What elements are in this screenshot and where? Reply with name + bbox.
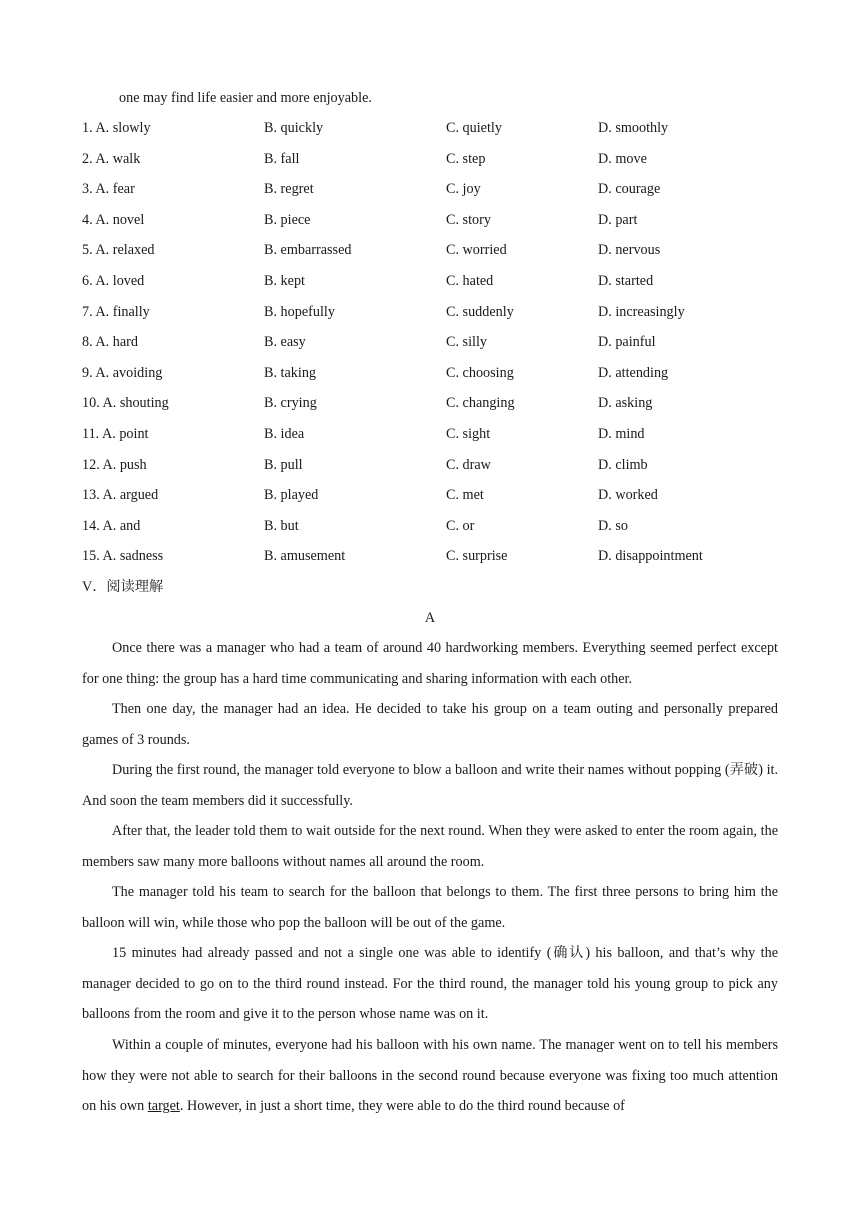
option-c: C. step	[446, 150, 486, 167]
option-d: D. smoothly	[598, 120, 669, 136]
option-d: D. mind	[598, 426, 645, 442]
option-a-text: A. walk	[95, 150, 141, 167]
intro-line: one may find life easier and more enjoyable.	[119, 90, 372, 106]
option-row	[82, 149, 778, 169]
option-d: D. disappointment	[598, 548, 703, 565]
option-c: C. choosing	[446, 364, 514, 381]
option-a-text: A. shouting	[102, 395, 169, 412]
option-a	[82, 363, 162, 383]
section-heading: V．阅读理解	[82, 579, 164, 595]
option-a	[82, 179, 135, 199]
option-a	[82, 424, 149, 444]
option-b: B. crying	[264, 395, 317, 412]
question-number: 4.	[82, 211, 93, 228]
question-number: 7.	[82, 303, 93, 320]
option-b: B. taking	[264, 364, 317, 381]
option-a-text: A. relaxed	[95, 242, 155, 259]
option-row	[82, 271, 778, 291]
option-b: B. hopefully	[264, 303, 335, 320]
option-a-text: A. hard	[95, 334, 138, 351]
question-number: 10.	[82, 395, 100, 412]
question-number: 5.	[82, 242, 93, 259]
option-a	[82, 393, 169, 413]
option-d: D. increasingly	[598, 303, 685, 320]
passage-letter: A	[424, 610, 436, 626]
option-a	[82, 546, 163, 566]
option-d: D. part	[598, 211, 638, 228]
option-a-text: A. push	[102, 456, 147, 473]
option-c: C. quietly	[446, 120, 502, 136]
option-d: D. climb	[598, 456, 648, 473]
question-number: 15.	[82, 548, 100, 565]
option-a	[82, 240, 155, 260]
option-row	[82, 485, 778, 505]
option-row	[82, 516, 778, 536]
option-row	[82, 179, 778, 199]
option-row	[82, 210, 778, 230]
option-a-text: A. sadness	[102, 548, 164, 565]
question-number: 12.	[82, 456, 100, 473]
option-a	[82, 332, 138, 352]
option-a	[82, 149, 140, 169]
option-d: D. nervous	[598, 242, 661, 259]
option-c: C. silly	[446, 334, 487, 351]
option-row	[82, 546, 778, 566]
option-row	[82, 455, 778, 475]
option-d: D. painful	[598, 334, 656, 351]
option-a	[82, 210, 144, 230]
option-b: B. kept	[264, 273, 305, 289]
option-d: D. attending	[598, 364, 669, 381]
option-b: B. easy	[264, 334, 306, 351]
option-a-text: A. point	[101, 426, 149, 442]
option-c: C. surprise	[446, 548, 508, 565]
paragraph-text: . However, in just a short time, they were able to do the third round because of	[179, 1098, 625, 1115]
option-a	[82, 118, 151, 138]
option-c: C. joy	[446, 181, 481, 198]
question-number: 2.	[82, 150, 93, 167]
option-b: B. but	[264, 517, 299, 534]
option-c: C. or	[446, 517, 475, 534]
option-b: B. embarrassed	[264, 242, 352, 259]
question-number: 11.	[82, 426, 100, 442]
option-a	[82, 455, 147, 475]
option-b: B. played	[264, 487, 319, 504]
option-a-text: A. slowly	[95, 120, 151, 136]
option-row	[82, 363, 778, 383]
option-a-text: A. argued	[102, 487, 159, 504]
option-row	[82, 118, 778, 138]
paragraph-text: Within a couple of minutes, everyone had his balloon with his own name. The manager went on to tell his members how they were not able to search for their balloons in the second round because everyone was fixing too much attention on his own	[82, 1037, 778, 1115]
paragraph: The manager told his team to search for the balloon that belongs to them. The first three persons to bring him the balloon will win, while those who pop the balloon will be out of the game.	[82, 884, 778, 931]
paragraph-last	[82, 1030, 778, 1122]
option-b: B. fall	[264, 150, 300, 167]
question-number: 1.	[82, 120, 93, 136]
option-b: B. idea	[264, 426, 305, 442]
option-b: B. regret	[264, 181, 314, 198]
option-row	[82, 332, 778, 352]
option-row	[82, 424, 778, 444]
option-d: D. courage	[598, 181, 661, 198]
paragraph: During the first round, the manager told everyone to blow a balloon and write their names without popping (弄破) it. And soon the team members did it successfully.	[82, 762, 778, 809]
question-number: 14.	[82, 517, 100, 534]
option-a-text: A. finally	[95, 303, 150, 320]
option-c: C. met	[446, 487, 484, 504]
option-c: C. worried	[446, 242, 507, 259]
question-number: 3.	[82, 181, 93, 198]
option-c: C. story	[446, 211, 491, 228]
option-row	[82, 393, 778, 413]
option-a-text: A. and	[102, 517, 141, 534]
option-a-text: A. novel	[95, 211, 145, 228]
option-d: D. move	[598, 150, 647, 167]
question-number: 9.	[82, 364, 93, 381]
option-row	[82, 302, 778, 322]
option-b: B. pull	[264, 456, 303, 473]
option-b: B. piece	[264, 211, 311, 228]
paragraph: Then one day, the manager had an idea. He decided to take his group on a team outing and personally prepared games of 3 rounds.	[82, 701, 778, 748]
underlined-word: target	[147, 1098, 180, 1115]
option-a	[82, 271, 144, 291]
paragraph: Once there was a manager who had a team of around 40 hardworking members. Everything seemed perfect except for one thing: the group has a hard time communicating and sharing information with each other.	[82, 640, 778, 687]
option-d: D. worked	[598, 487, 658, 504]
option-d: D. asking	[598, 395, 653, 412]
option-b: B. quickly	[264, 120, 324, 136]
question-number: 6.	[82, 273, 93, 289]
option-a	[82, 485, 158, 505]
option-d: D. started	[598, 273, 654, 289]
option-c: C. draw	[446, 456, 491, 473]
option-c: C. sight	[446, 426, 491, 442]
option-b: B. amusement	[264, 548, 346, 565]
option-a-text: A. loved	[95, 273, 145, 289]
question-number: 13.	[82, 487, 100, 504]
option-a-text: A. fear	[95, 181, 135, 198]
option-a	[82, 516, 140, 536]
paragraph: 15 minutes had already passed and not a single one was able to identify (确认) his balloon, and that’s why the manager decided to go on to the third round instead. For the third round, the manager told his young group to pick any balloons from the room and give it to the person whose name was on it.	[82, 945, 778, 1023]
question-number: 8.	[82, 334, 93, 351]
paragraph: After that, the leader told them to wait outside for the next round. When they were asked to enter the room again, the members saw many more balloons without names all around the room.	[82, 823, 778, 870]
option-c: C. hated	[446, 273, 494, 289]
option-d: D. so	[598, 517, 628, 534]
option-a-text: A. avoiding	[95, 364, 163, 381]
option-c: C. changing	[446, 395, 515, 412]
option-row	[82, 240, 778, 260]
option-c: C. suddenly	[446, 303, 514, 320]
option-a	[82, 302, 150, 322]
